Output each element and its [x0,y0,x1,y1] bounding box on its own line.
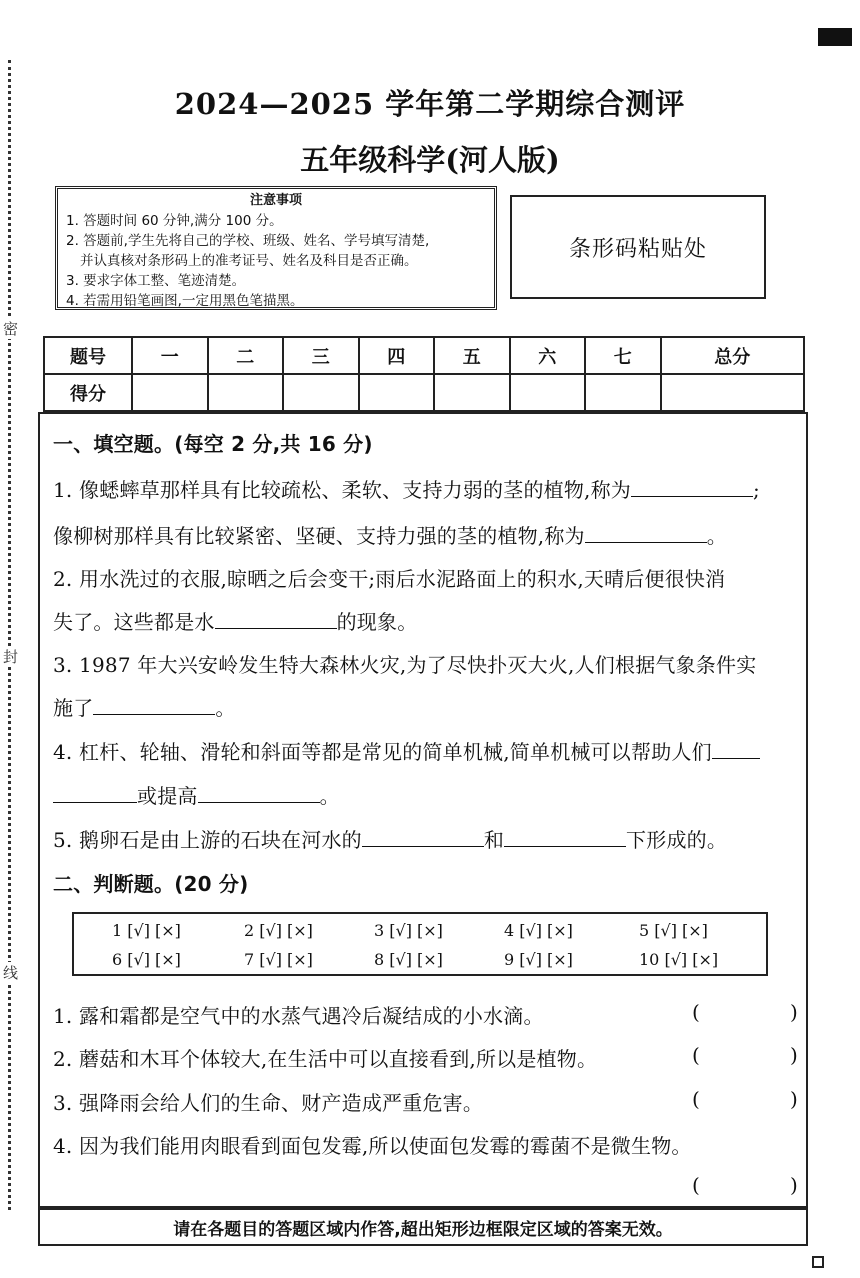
score-col-4: 四 [359,337,435,374]
question-text: 1. 像蟋蟀草那样具有比较疏松、柔软、支持力弱的茎的植物,称为 [53,478,631,502]
question-3a: 3. 1987 年大兴安岭发生特大森林火灾,为了尽快扑灭大火,人们根据气象条件实 [53,653,757,677]
answer-choice[interactable]: 3 [√] [×] [374,921,443,940]
question-text: 。 [706,524,727,548]
question-text: 。 [215,696,236,720]
seal-label-xian: 线 [3,964,19,982]
question-text: 的现象。 [336,610,418,634]
score-cell[interactable] [585,374,661,411]
answer-blank[interactable] [93,694,215,715]
answer-choice[interactable]: 9 [√] [×] [504,950,573,969]
question-2a: 2. 用水洗过的衣服,晾晒之后会变干;雨后水泥路面上的积水,天晴后便很快消 [53,567,726,591]
score-cell[interactable] [132,374,208,411]
answer-choice[interactable]: 2 [√] [×] [244,921,313,940]
score-row-label: 得分 [44,374,132,411]
score-col-1: 一 [132,337,208,374]
notes-line: 4. 若需用铅笔画图,一定用黑色笔描黑。 [66,293,304,309]
judgement-answer-grid [72,912,768,976]
answer-blank[interactable] [215,608,337,629]
score-col-2: 二 [208,337,284,374]
answer-paren-close: ) [790,1173,798,1197]
judgement-question-1: 1. 露和霜都是空气中的水蒸气遇冷后凝结成的小水滴。 [53,1004,544,1028]
footer-notice: 请在各题目的答题区域内作答,超出矩形边框限定区域的答案无效。 [38,1208,808,1246]
score-col-6: 六 [510,337,586,374]
score-col-3: 三 [283,337,359,374]
notes-line: 并认真核对条形码上的准考证号、姓名及科目是否正确。 [80,253,418,269]
seal-line [8,60,11,1210]
question-text: 下形成的。 [626,828,728,852]
answer-paren-open[interactable]: ( [692,1000,700,1024]
judgement-question-2: 2. 蘑菇和木耳个体较大,在生活中可以直接看到,所以是植物。 [53,1047,598,1071]
question-text: 像柳树那样具有比较紧密、坚硬、支持力强的茎的植物,称为 [53,524,585,548]
question-text: 。 [319,784,340,808]
notes-box [55,186,497,310]
section2-heading: 二、判断题。(20 分) [53,872,249,896]
score-cell[interactable] [208,374,284,411]
answer-choice[interactable]: 6 [√] [×] [112,950,181,969]
score-col-5: 五 [434,337,510,374]
exam-subtitle: 五年级科学(河人版) [300,143,560,177]
notes-line: 3. 要求字体工整、笔迹清楚。 [66,273,246,289]
answer-paren-open[interactable]: ( [692,1087,700,1111]
answer-choice[interactable]: 5 [√] [×] [639,921,708,940]
judgement-question-4: 4. 因为我们能用肉眼看到面包发霉,所以使面包发霉的霉菌不是微生物。 [53,1134,692,1158]
question-1a [53,474,760,503]
question-1b [53,520,727,549]
question-text: 5. 鹅卵石是由上游的石块在河水的 [53,828,362,852]
answer-paren-open[interactable]: ( [692,1173,700,1197]
question-5 [53,824,727,853]
judgement-question-3: 3. 强降雨会给人们的生命、财产造成严重危害。 [53,1091,484,1115]
answer-paren-close: ) [790,1043,798,1067]
question-text: 或提高 [137,784,198,808]
question-text: 失了。这些都是水 [53,610,215,634]
answer-paren-open[interactable]: ( [692,1043,700,1067]
score-table [43,336,805,412]
barcode-area: 条形码粘贴处 [510,195,766,299]
question-text: 和 [483,828,505,852]
answer-choice[interactable]: 4 [√] [×] [504,921,573,940]
answer-blank[interactable] [631,476,753,497]
notes-title: 注意事项 [249,193,302,208]
answer-blank[interactable] [585,522,707,543]
score-col-total: 总分 [661,337,805,374]
exam-title: 2024—2025 学年第二学期综合测评 [174,87,686,121]
answer-blank[interactable] [504,826,626,847]
score-col-7: 七 [585,337,661,374]
seal-label-mi: 密 [3,320,19,338]
score-cell[interactable] [359,374,435,411]
corner-alignment-mark [818,28,852,46]
answer-choice[interactable]: 1 [√] [×] [112,921,181,940]
answer-blank[interactable] [712,738,760,759]
answer-paren-close: ) [790,1087,798,1111]
answer-paren-close: ) [790,1000,798,1024]
answer-blank[interactable] [198,782,320,803]
answer-choice[interactable]: 7 [√] [×] [244,950,313,969]
notes-line: 2. 答题前,学生先将自己的学校、班级、姓名、学号填写清楚, [66,233,430,249]
score-cell[interactable] [434,374,510,411]
answer-choice[interactable]: 10 [√] [×] [639,950,719,969]
question-text: ; [753,478,760,502]
answer-choice[interactable]: 8 [√] [×] [374,950,443,969]
question-2b [53,606,417,635]
notes-line: 1. 答题时间 60 分钟,满分 100 分。 [66,213,283,229]
score-cell[interactable] [661,374,805,411]
question-text: 4. 杠杆、轮轴、滑轮和斜面等都是常见的简单机械,简单机械可以帮助人们 [53,740,712,764]
score-cell[interactable] [510,374,586,411]
question-4a [53,736,760,765]
seal-label-feng: 封 [3,648,19,666]
question-3b [53,692,236,721]
question-4b [53,780,340,809]
answer-blank[interactable] [362,826,484,847]
section1-heading: 一、填空题。(每空 2 分,共 16 分) [53,432,373,456]
scanner-logo-icon [812,1256,824,1268]
answer-blank[interactable] [53,782,137,803]
score-cell[interactable] [283,374,359,411]
score-header-label: 题号 [44,337,132,374]
question-text: 施了 [53,696,94,720]
